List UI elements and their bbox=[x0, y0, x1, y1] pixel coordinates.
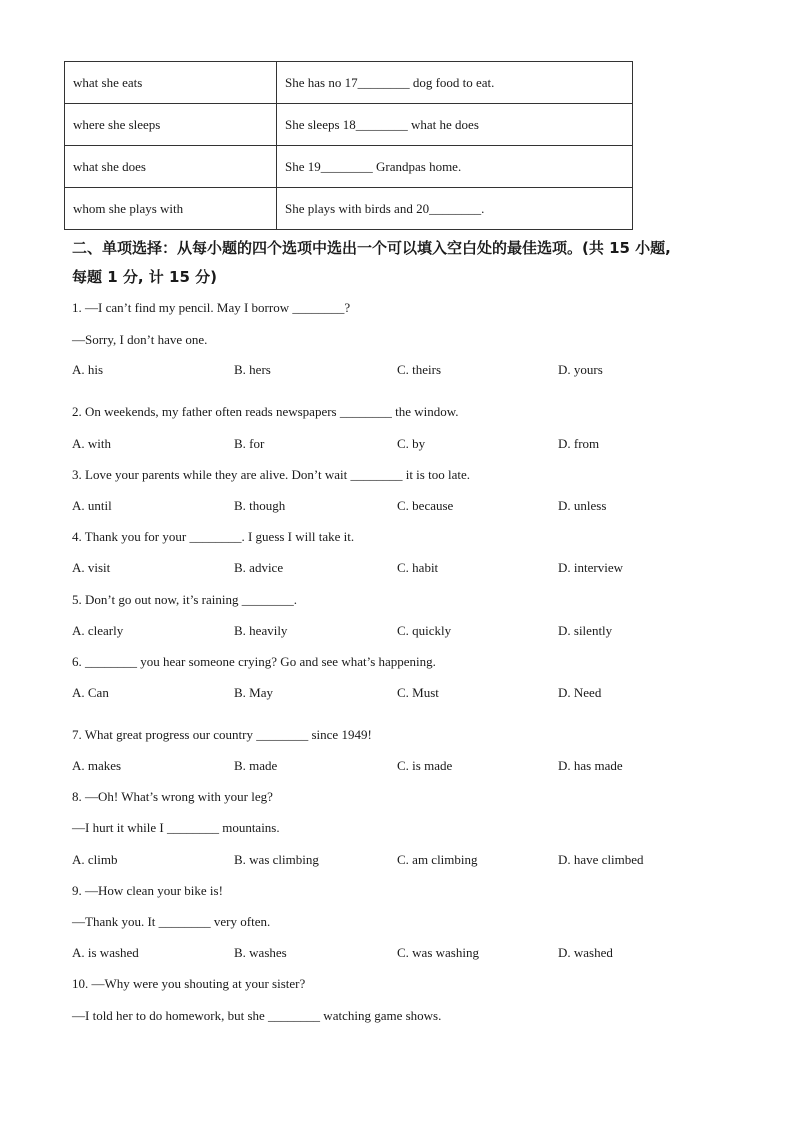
question-9-option-d: D. washed bbox=[558, 945, 613, 960]
table-cell-topic: what she eats bbox=[65, 62, 277, 104]
question-6-option-b: B. May bbox=[234, 685, 273, 700]
question-5-line-1: 5. Don’t go out now, it’s raining ________. bbox=[72, 592, 297, 607]
question-7-option-c: C. is made bbox=[397, 758, 453, 773]
question-5-option-d: D. silently bbox=[558, 623, 613, 638]
question-3-option-a: A. until bbox=[72, 498, 112, 513]
question-1-line-2: —Sorry, I don’t have one. bbox=[72, 332, 208, 347]
question-9-line-1: 9. —How clean your bike is! bbox=[72, 883, 223, 898]
question-8-line-2: —I hurt it while I ________ mountains. bbox=[72, 820, 280, 835]
question-6-option-c: C. Must bbox=[397, 685, 439, 700]
question-8-option-d: D. have climbed bbox=[558, 852, 644, 867]
table-cell-topic: what she does bbox=[65, 146, 277, 188]
question-4-option-d: D. interview bbox=[558, 560, 623, 575]
question-4-line-1: 4. Thank you for your ________. I guess I will take it. bbox=[72, 529, 355, 544]
question-4-option-a: A. visit bbox=[72, 560, 111, 575]
table-cell-topic: where she sleeps bbox=[65, 104, 277, 146]
question-3-line-1: 3. Love your parents while they are alive. Don’t wait ________ it is too late. bbox=[72, 467, 470, 482]
table-row bbox=[65, 62, 633, 104]
question-9-option-b: B. washes bbox=[234, 945, 287, 960]
question-6-line-1: 6. ________ you hear someone crying? Go and see what’s happening. bbox=[72, 654, 436, 669]
question-2-option-d: D. from bbox=[558, 436, 600, 451]
table-cell-detail: She has no 17________ dog food to eat. bbox=[277, 62, 633, 104]
table-row bbox=[65, 146, 633, 188]
question-4-option-b: B. advice bbox=[234, 560, 284, 575]
story-info-table bbox=[64, 61, 633, 230]
question-3-option-c: C. because bbox=[397, 498, 454, 513]
question-1-option-b: B. hers bbox=[234, 362, 271, 377]
question-1-option-d: D. yours bbox=[558, 362, 603, 377]
table-cell-topic: whom she plays with bbox=[65, 188, 277, 230]
question-2-line-1: 2. On weekends, my father often reads newspapers ________ the window. bbox=[72, 404, 459, 419]
question-5-option-a: A. clearly bbox=[72, 623, 124, 638]
question-10-line-2: —I told her to do homework, but she ________ watching game shows. bbox=[72, 1008, 442, 1023]
question-1-option-c: C. theirs bbox=[397, 362, 442, 377]
question-7-option-b: B. made bbox=[234, 758, 278, 773]
table-row bbox=[65, 188, 633, 230]
table-cell-detail: She sleeps 18________ what he does bbox=[277, 104, 633, 146]
question-6-option-a: A. Can bbox=[72, 685, 109, 700]
question-8-option-a: A. climb bbox=[72, 852, 118, 867]
question-2-option-c: C. by bbox=[397, 436, 426, 451]
table-row bbox=[65, 104, 633, 146]
question-2-option-a: A. with bbox=[72, 436, 111, 451]
question-5-option-b: B. heavily bbox=[234, 623, 288, 638]
question-7-option-d: D. has made bbox=[558, 758, 623, 773]
table-cell-detail: She plays with birds and 20________. bbox=[277, 188, 633, 230]
question-8-line-1: 8. —Oh! What’s wrong with your leg? bbox=[72, 789, 273, 804]
question-7-line-1: 7. What great progress our country ________ since 1949! bbox=[72, 727, 372, 742]
section-heading-line2: 每题 1 分, 计 15 分) bbox=[72, 268, 217, 286]
question-9-line-2: —Thank you. It ________ very often. bbox=[72, 914, 271, 929]
table-cell-detail: She 19________ Grandpas home. bbox=[277, 146, 633, 188]
question-10-line-1: 10. —Why were you shouting at your sister? bbox=[72, 976, 306, 991]
question-1-option-a: A. his bbox=[72, 362, 104, 377]
question-5-option-c: C. quickly bbox=[397, 623, 452, 638]
question-4-option-c: C. habit bbox=[397, 560, 439, 575]
question-9-option-c: C. was washing bbox=[397, 945, 479, 960]
question-8-option-b: B. was climbing bbox=[234, 852, 319, 867]
question-6-option-d: D. Need bbox=[558, 685, 602, 700]
question-3-option-d: D. unless bbox=[558, 498, 607, 513]
question-9-option-a: A. is washed bbox=[72, 945, 139, 960]
question-1-line-1: 1. —I can’t find my pencil. May I borrow ________? bbox=[72, 300, 351, 315]
question-3-option-b: B. though bbox=[234, 498, 286, 513]
section-heading-line1: 二、单项选择：从每小题的四个选项中选出一个可以填入空白处的最佳选项。(共 15 小题, bbox=[72, 239, 671, 257]
question-7-option-a: A. makes bbox=[72, 758, 122, 773]
question-8-option-c: C. am climbing bbox=[397, 852, 478, 867]
question-2-option-b: B. for bbox=[234, 436, 265, 451]
